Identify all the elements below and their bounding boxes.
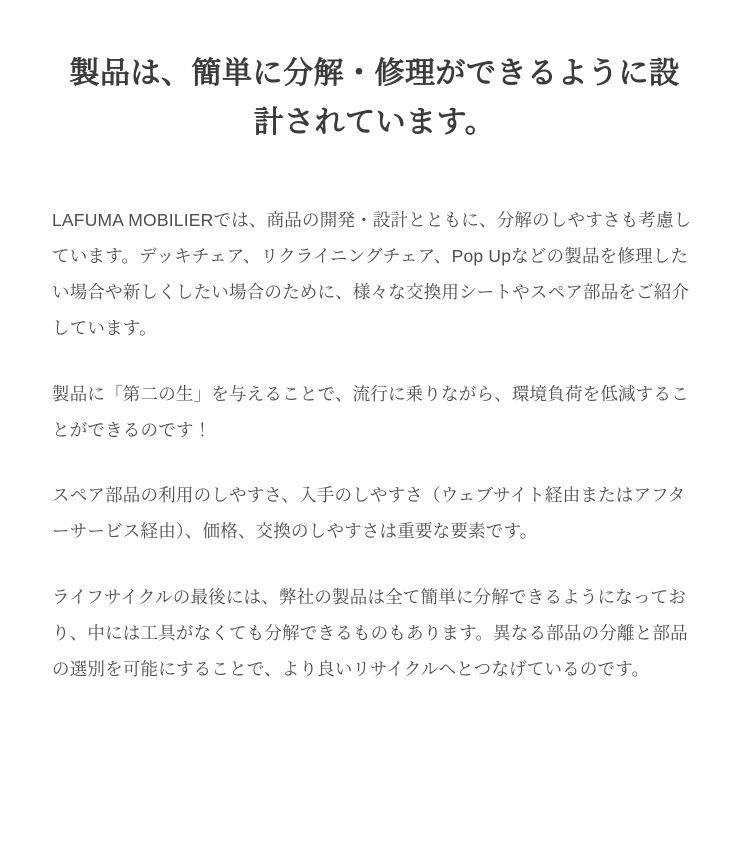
body-paragraph: スペア部品の利用のしやすさ、入手のしやすさ（ウェブサイト経由またはアフターサービス経由）、価格、交換のしやすさは重要な要素です。 [52, 485, 686, 542]
body-paragraph: ライフサイクルの最後には、弊社の製品は全て簡単に分解できるようになっており、中には工具がなくても分解できるものもあります。異なる部品の分離と部品の選別を可能にすることで、より良いリサイクルへとつなげているのです。 [52, 587, 688, 679]
body-paragraph: LAFUMA MOBILIERでは、商品の開発・設計とともに、分解のしやすさも考慮しています。デッキチェア、リクライニングチェア、Pop Upなどの製品を修理したい場合や新しくしたい場合のために、様々な交換用シートやスペア部品をご紹介しています。 [52, 210, 692, 338]
page-title: 製品は、簡単に分解・修理ができるように設計されています。 [69, 57, 680, 139]
body-paragraph: 製品に「第二の生」を与えることで、流行に乗りながら、環境負荷を低減することができるのです！ [52, 383, 689, 440]
